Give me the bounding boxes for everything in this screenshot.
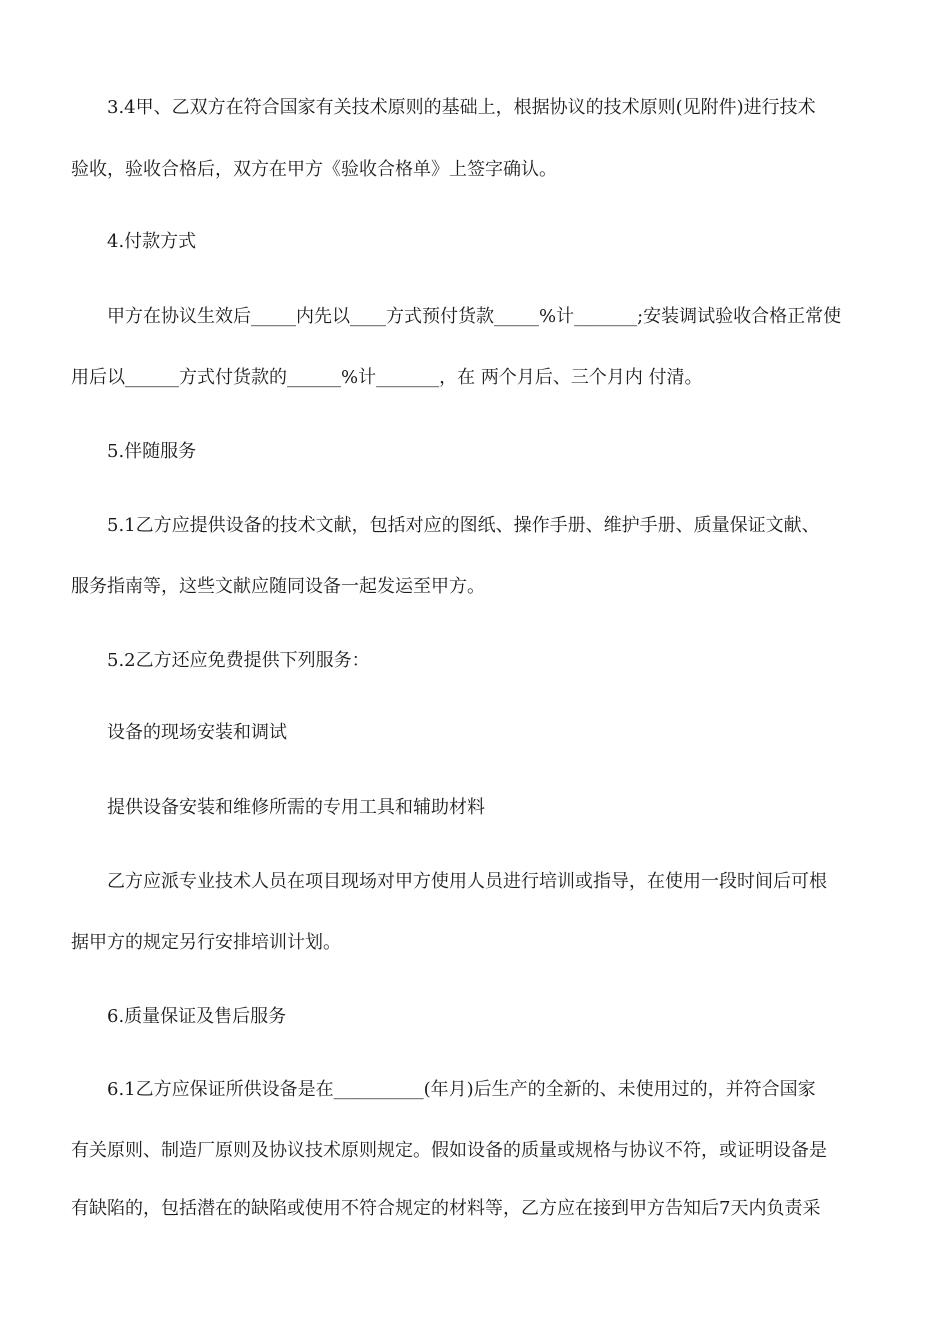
section-heading: 4.付款方式: [107, 231, 197, 252]
text-line: 据甲方的规定另行安排培训计划。: [71, 932, 341, 953]
section-heading: 6.质量保证及售后服务: [107, 1006, 287, 1027]
text-line: 乙方应派专业技术人员在项目现场对甲方使用人员进行培训或指导，在使用一段时间后可根: [107, 871, 827, 892]
text-line: 6.1乙方应保证所供设备是在__________(年月)后生产的全新的、未使用过的，并符合国家: [107, 1079, 816, 1100]
text-line: 3.4甲、乙双方在符合国家有关技术原则的基础上，根据协议的技术原则(见附件)进行技术: [107, 97, 816, 118]
text-line: 用后以______方式付货款的______%计_______，在 两个月后、三个月内 付清。: [71, 367, 703, 388]
text-line: 验收，验收合格后，双方在甲方《验收合格单》上签字确认。: [71, 159, 557, 180]
text-line: 有关原则、制造厂原则及协议技术原则规定。假如设备的质量或规格与协议不符，或证明设备是: [71, 1140, 827, 1161]
text-line: 5.1乙方应提供设备的技术文献，包括对应的图纸、操作手册、维护手册、质量保证文献、: [107, 515, 820, 536]
text-line: 有缺陷的，包括潜在的缺陷或使用不符合规定的材料等，乙方应在接到甲方告知后7天内负责采: [71, 1198, 821, 1219]
text-line: 服务指南等，这些文献应随同设备一起发运至甲方。: [71, 576, 485, 597]
list-item: 设备的现场安装和调试: [107, 722, 287, 743]
section-heading: 5.伴随服务: [107, 441, 197, 462]
text-line: 甲方在协议生效后_____内先以____方式预付货款_____%计_______;安装调试验收合格正常使: [107, 306, 842, 327]
text-line: 5.2乙方还应免费提供下列服务：: [107, 650, 370, 671]
list-item: 提供设备安装和维修所需的专用工具和辅助材料: [107, 797, 485, 818]
